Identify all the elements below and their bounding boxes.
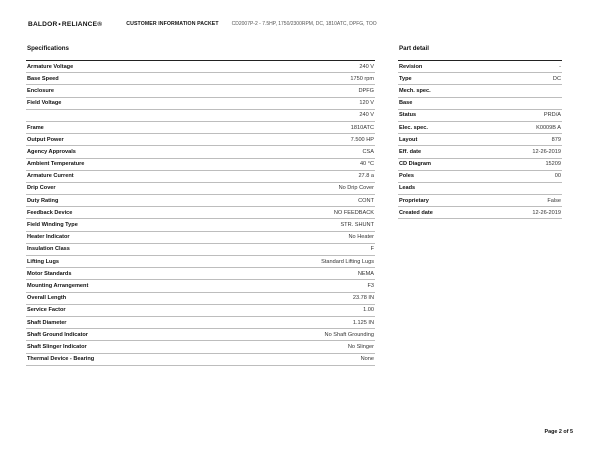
- specifications-table: [26, 60, 375, 366]
- row-label: Lifting Lugs: [26, 256, 221, 268]
- row-label: Overall Length: [26, 292, 221, 304]
- row-value: STR. SHUNT: [221, 219, 375, 231]
- row-value: 7.500 HP: [221, 134, 375, 146]
- part-detail-table: [398, 60, 562, 219]
- row-value: DPFG: [221, 85, 375, 97]
- row-label: Ambient Temperature: [26, 158, 221, 170]
- row-value: NEMA: [221, 268, 375, 280]
- row-value: CONT: [221, 195, 375, 207]
- table-row: [26, 207, 375, 219]
- row-label: Insulation Class: [26, 243, 221, 255]
- row-label: Revision: [398, 61, 487, 73]
- row-value: 240 V: [221, 61, 375, 73]
- logo-right-text: RELIANCE®: [61, 20, 103, 28]
- table-row: [26, 158, 375, 170]
- row-value: [487, 97, 562, 109]
- table-row: [26, 182, 375, 194]
- row-value: 27.8 a: [221, 170, 375, 182]
- row-value: None: [221, 353, 375, 365]
- table-row: [26, 256, 375, 268]
- row-value: NO FEEDBACK: [221, 207, 375, 219]
- page-header: [28, 18, 377, 30]
- row-label: Mech. spec.: [398, 85, 487, 97]
- row-value: K0009B A: [487, 121, 562, 133]
- row-label: Thermal Device - Bearing: [26, 353, 221, 365]
- row-label: Created date: [398, 207, 487, 219]
- row-label: Armature Voltage: [26, 61, 221, 73]
- row-label: Base Speed: [26, 73, 221, 85]
- table-row: [26, 231, 375, 243]
- baldor-reliance-logo: [28, 21, 102, 28]
- table-row: [26, 280, 375, 292]
- row-value: -: [487, 61, 562, 73]
- row-value: F3: [221, 280, 375, 292]
- row-label: Shaft Ground Indicator: [26, 329, 221, 341]
- table-row: [398, 182, 562, 194]
- row-label: Armature Current: [26, 170, 221, 182]
- row-value: 40 °C: [221, 158, 375, 170]
- table-row: [26, 243, 375, 255]
- row-label: Base: [398, 97, 487, 109]
- logo-separator: •: [58, 20, 61, 28]
- table-row: [26, 304, 375, 316]
- row-label: Leads: [398, 182, 487, 194]
- part-detail-title: Part detail: [399, 45, 429, 52]
- row-value: 879: [487, 134, 562, 146]
- row-label: Poles: [398, 170, 487, 182]
- row-value: DC: [487, 73, 562, 85]
- row-value: No Heater: [221, 231, 375, 243]
- table-row: [398, 109, 562, 121]
- row-label: Field Voltage: [26, 97, 221, 109]
- row-value: F: [221, 243, 375, 255]
- table-row: [26, 341, 375, 353]
- table-row: [398, 121, 562, 133]
- table-row: [398, 195, 562, 207]
- row-label: Heater Indicator: [26, 231, 221, 243]
- row-value: 240 V: [221, 109, 375, 121]
- table-row: [398, 61, 562, 73]
- row-label: Mounting Arrangement: [26, 280, 221, 292]
- table-row: [26, 329, 375, 341]
- table-row: [26, 268, 375, 280]
- row-value: [487, 85, 562, 97]
- row-value: 120 V: [221, 97, 375, 109]
- table-row: [26, 97, 375, 109]
- table-row: [26, 73, 375, 85]
- table-row: [398, 85, 562, 97]
- row-label: Duty Rating: [26, 195, 221, 207]
- row-value: PRD/A: [487, 109, 562, 121]
- row-label: Shaft Diameter: [26, 316, 221, 328]
- row-label: Agency Approvals: [26, 146, 221, 158]
- row-label: Frame: [26, 121, 221, 133]
- row-value: 1.00: [221, 304, 375, 316]
- row-label: Drip Cover: [26, 182, 221, 194]
- table-row: [398, 97, 562, 109]
- row-value: 1750 rpm: [221, 73, 375, 85]
- table-row: [26, 109, 375, 121]
- row-label: Layout: [398, 134, 487, 146]
- table-row: [26, 61, 375, 73]
- row-value: [487, 182, 562, 194]
- row-value: No Slinger: [221, 341, 375, 353]
- row-label: Type: [398, 73, 487, 85]
- row-label: Status: [398, 109, 487, 121]
- row-label: Service Factor: [26, 304, 221, 316]
- row-label: Field Winding Type: [26, 219, 221, 231]
- table-row: [398, 207, 562, 219]
- packet-title: CUSTOMER INFORMATION PACKET: [126, 21, 219, 27]
- table-row: [26, 195, 375, 207]
- table-row: [398, 146, 562, 158]
- row-value: 15209: [487, 158, 562, 170]
- specifications-title: Specifications: [27, 45, 69, 52]
- row-label: Proprietary: [398, 195, 487, 207]
- row-value: No Shaft Grounding: [221, 329, 375, 341]
- table-row: [26, 146, 375, 158]
- table-row: [398, 170, 562, 182]
- row-value: CSA: [221, 146, 375, 158]
- row-label: Motor Standards: [26, 268, 221, 280]
- row-label: Elec. spec.: [398, 121, 487, 133]
- row-label: CD Diagram: [398, 158, 487, 170]
- row-label: Feedback Device: [26, 207, 221, 219]
- page-number: Page 2 of 5: [544, 429, 573, 435]
- table-row: [26, 170, 375, 182]
- table-row: [398, 134, 562, 146]
- table-row: [26, 292, 375, 304]
- table-row: [26, 85, 375, 97]
- table-row: [26, 316, 375, 328]
- row-value: 12-26-2019: [487, 146, 562, 158]
- row-label: Eff. date: [398, 146, 487, 158]
- table-row: [398, 73, 562, 85]
- row-value: False: [487, 195, 562, 207]
- row-value: 00: [487, 170, 562, 182]
- row-value: 12-26-2019: [487, 207, 562, 219]
- row-value: Standard Lifting Lugs: [221, 256, 375, 268]
- table-row: [26, 219, 375, 231]
- row-label: Output Power: [26, 134, 221, 146]
- row-value: No Drip Cover: [221, 182, 375, 194]
- row-value: 1810ATC: [221, 121, 375, 133]
- row-label: [26, 109, 221, 121]
- row-label: Enclosure: [26, 85, 221, 97]
- packet-subtitle: CD2007P-2 - 7.5HP, 1750/2300RPM, DC, 1810ATC, DPFG, TOO: [231, 21, 377, 27]
- row-label: Shaft Slinger Indicator: [26, 341, 221, 353]
- row-value: 1.125 IN: [221, 316, 375, 328]
- table-row: [26, 121, 375, 133]
- table-row: [26, 134, 375, 146]
- row-value: 23.78 IN: [221, 292, 375, 304]
- logo-left-text: BALDOR: [28, 20, 58, 28]
- table-row: [398, 158, 562, 170]
- table-row: [26, 353, 375, 365]
